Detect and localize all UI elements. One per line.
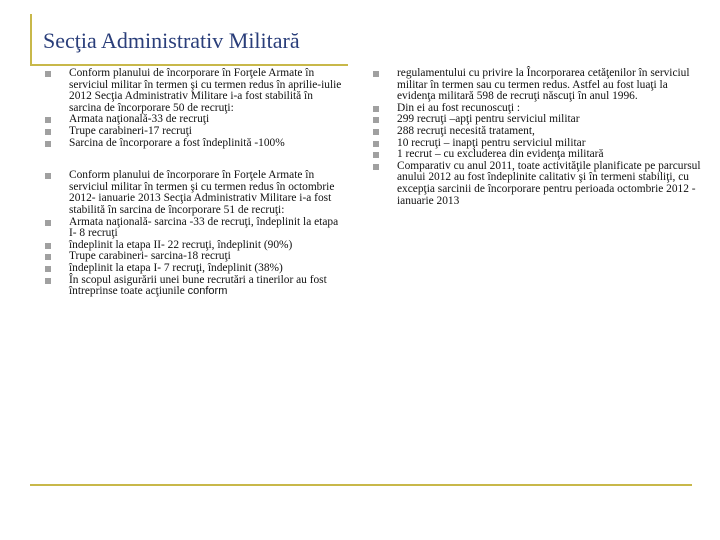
square-bullet-icon xyxy=(373,129,379,135)
left-column xyxy=(45,68,345,298)
list-item-text: Conform planului de încorporare în Forţele Armate în serviciul militar în termen şi cu termen redus în aprilie-iulie 2012 Secţia Administrativ Militare i-a fost stabilită în sarcina de încorporare 50 de recruţi: xyxy=(69,67,342,114)
list-item-text: îndeplinit la etapa I- 7 recruţi, îndeplinit (38%) xyxy=(69,261,283,274)
list-item xyxy=(45,217,345,240)
list-item-text: Comparativ cu anul 2011, toate activităţile planificate pe parcursul anului 2012 au fost îndeplinite calitativ şi în termeni stabiliţi, cu excepţia sarcinii de încorporare pentru perioada octombrie 2012 - ianuarie 2013 xyxy=(397,159,701,207)
list-item-text: Armata naţională-33 de recruţi xyxy=(69,113,210,126)
square-bullet-icon xyxy=(45,254,51,260)
square-bullet-icon xyxy=(373,164,379,170)
square-bullet-icon xyxy=(373,106,379,112)
square-bullet-icon xyxy=(45,129,51,135)
list-item xyxy=(373,161,703,207)
square-bullet-icon xyxy=(45,243,51,249)
footer-accent-line xyxy=(30,484,692,486)
square-bullet-icon xyxy=(45,266,51,272)
list-item-text: Trupe carabineri- sarcina-18 recruţi xyxy=(69,250,231,263)
list-item-text: 10 recruţi – inapţi pentru serviciul militar xyxy=(397,136,586,149)
square-bullet-icon xyxy=(45,220,51,226)
list-item xyxy=(45,68,345,114)
list-item xyxy=(45,170,345,216)
list-item-text: 288 recruţi necesită tratament, xyxy=(397,124,535,137)
list-item-text: 1 recrut – cu excluderea din evidenţa militară xyxy=(397,148,604,161)
list-item-text: regulamentului cu privire la Încorporarea cetăţenilor în serviciul militar în termen sau cu termen redus. Astfel au fost luaţi la evidenţa militară 598 de recruţi născuţi în anul 1996. xyxy=(397,67,690,103)
title-accent-vertical-line xyxy=(30,14,32,66)
list-item-text: 299 recruţi –apţi pentru serviciul militar xyxy=(397,113,580,126)
slide-title: Secţia Administrativ Militară xyxy=(43,28,300,53)
square-bullet-icon xyxy=(373,117,379,123)
list-item-text: Din ei au fost recunoscuţi : xyxy=(397,101,521,114)
list-item-text: Trupe carabineri-17 recruţi xyxy=(69,124,192,137)
square-bullet-icon xyxy=(45,71,51,77)
right-column xyxy=(373,68,703,207)
list-item xyxy=(45,275,345,298)
list-item-text: Armata naţională- sarcina -33 de recruţi, îndeplinit la etapa I- 8 recruţi xyxy=(69,215,339,240)
title-accent-horizontal-line xyxy=(30,64,348,66)
square-bullet-icon xyxy=(45,173,51,179)
square-bullet-icon xyxy=(373,71,379,77)
list-item xyxy=(373,68,703,103)
square-bullet-icon xyxy=(373,141,379,147)
list-item-text: Conform planului de încorporare în Forţele Armate în serviciul militar în termen şi cu termen redus în octombrie 2012- ianuarie 2013 Secţia Administrativ Militare i-a fost stabilită în sarcina de încorporare 51 de recruţi: xyxy=(69,169,335,216)
square-bullet-icon xyxy=(45,117,51,123)
list-item-tail-text: conform xyxy=(187,285,228,298)
square-bullet-icon xyxy=(373,152,379,158)
square-bullet-icon xyxy=(45,278,51,284)
list-item-text: Sarcina de încorporare a fost îndeplinită -100% xyxy=(69,136,285,149)
list-item xyxy=(45,138,345,150)
square-bullet-icon xyxy=(45,141,51,147)
list-item-text: îndeplinit la etapa II- 22 recruţi, îndeplinit (90%) xyxy=(69,238,293,251)
list-item-text: În scopul asigurării unei bune recrutări a tinerilor au fost întreprinse toate acţiunile xyxy=(69,273,327,298)
